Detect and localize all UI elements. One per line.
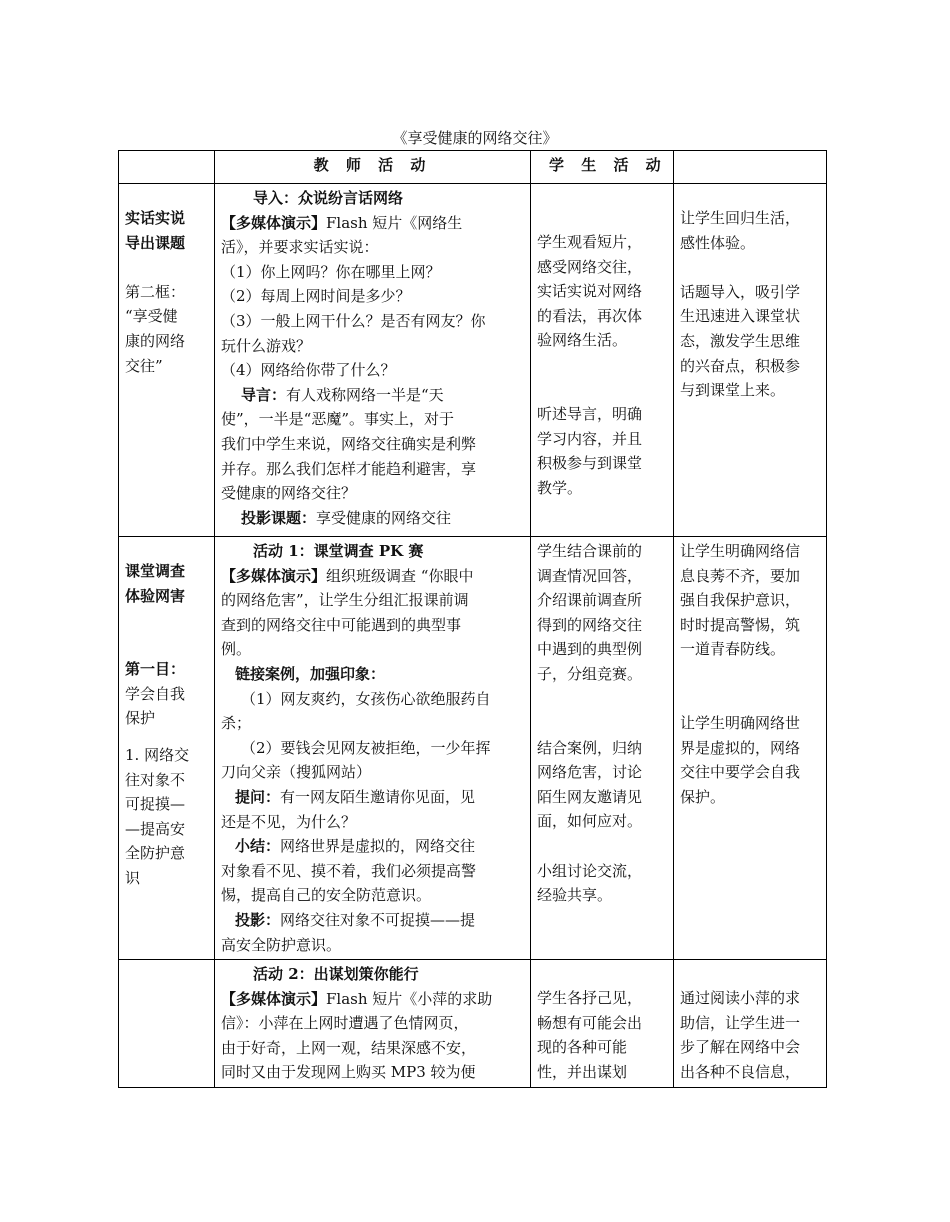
question-4: （4）网络给你带了什么？ <box>221 361 396 380</box>
student-text: 介绍课前调查所 <box>537 591 643 610</box>
question-2: （2）每周上网时间是多少？ <box>221 287 411 306</box>
intent-text: 时时提高警惕，筑 <box>680 615 801 634</box>
student-text: 陌生网友邀请见 <box>537 787 643 806</box>
student-text: 畅想有可能会出 <box>537 1013 643 1032</box>
section-2-sub-line-1: 第一目： <box>125 660 186 679</box>
section-2-teacher-cell <box>215 537 531 960</box>
media-demo-text-4: 例。 <box>221 640 252 659</box>
section-1-intent-cell <box>674 184 827 537</box>
guide-text-2: 使”，一半是“恶魔”。事实上，对于 <box>221 410 455 429</box>
media-demo-text: 组织班级调查 “你眼中 <box>326 566 474 585</box>
guide-text-5: 受健康的网络交往？ <box>221 484 357 503</box>
intent-text: 让学生明确网络信 <box>680 542 801 560</box>
intent-text: 出各种不良信息， <box>680 1062 801 1081</box>
case-1b: 杀； <box>221 714 252 733</box>
media-demo-text: Flash 短片《网络生 <box>326 213 463 232</box>
media-demo-text-3: 由于好奇，上网一观，结果深感不安， <box>221 1038 477 1057</box>
media-demo-text-3: 查到的网络交往中可能遇到的典型事 <box>221 615 462 634</box>
media-demo-text: Flash 短片《小萍的求助 <box>326 989 493 1008</box>
student-text: 子，分组竞赛。 <box>537 664 643 683</box>
intent-text: 强自我保护意识， <box>680 591 801 610</box>
section-2-sub-line-6: 可捉摸— <box>125 795 186 814</box>
section-2-sub-line-5: 往对象不 <box>125 770 186 789</box>
summary-text-1: 网络世界是虚拟的，网络交往 <box>280 837 476 856</box>
student-text: 结合案例，归纳 <box>537 738 643 757</box>
media-demo-label: 【多媒体演示】 <box>221 566 327 585</box>
section-2-intent-cell <box>674 537 827 960</box>
section-1-sub-line-2: “享受健 <box>125 307 178 326</box>
student-text: 感受网络交往， <box>537 257 643 276</box>
student-text: 网络危害，讨论 <box>537 763 643 782</box>
section-1-title-line-1: 实话实说 <box>125 209 186 227</box>
section-2-sub-line-8: 全防护意 <box>125 844 186 863</box>
case-2a: （2）要钱会见网友被拒绝，一少年挥 <box>241 738 491 757</box>
table-row-section-3 <box>119 960 827 1088</box>
table-header-row <box>119 151 827 184</box>
student-text: 现的各种可能 <box>537 1038 628 1057</box>
document-title: 《享受健康的网络交往》 <box>392 129 558 147</box>
section-2-sub-line-7: —提高安 <box>125 819 186 838</box>
intent-text: 话题导入，吸引学 <box>680 282 801 301</box>
table-row-section-2 <box>119 537 827 960</box>
section-2-student-cell <box>531 537 674 960</box>
question-1: （1）你上网吗？你在哪里上网？ <box>221 262 441 281</box>
section-3-stage-cell <box>119 960 215 1088</box>
section-1-student-cell <box>531 184 674 537</box>
projection-text-2: 高安全防护意识。 <box>221 935 342 954</box>
student-text: 教学。 <box>537 478 583 497</box>
student-text: 经验共享。 <box>537 886 613 905</box>
media-demo-text-2: 的网络危害”，让学生分组汇报课前调 <box>221 591 469 610</box>
summary-label: 小结： <box>235 837 281 856</box>
section-2-heading: 活动 1：课堂调查 PK 赛 <box>253 542 424 560</box>
guide-text-1: 有人戏称网络一半是“天 <box>286 385 444 404</box>
intent-text: 息良莠不齐，要加 <box>680 566 801 585</box>
case-heading: 链接案例，加强印象： <box>235 664 386 683</box>
media-demo-label: 【多媒体演示】 <box>221 989 327 1008</box>
intent-text: 交往中要学会自我 <box>680 763 801 782</box>
intent-text: 界是虚拟的，网络 <box>680 738 801 757</box>
student-text: 学生结合课前的 <box>537 542 643 560</box>
section-1-sub-line-3: 康的网络 <box>125 331 186 350</box>
section-1-heading: 导入：众说纷言话网络 <box>253 189 404 207</box>
intent-text: 通过阅读小萍的求 <box>680 989 801 1008</box>
section-1-teacher-cell <box>215 184 531 537</box>
student-text: 积极参与到课堂 <box>537 454 643 473</box>
student-text: 实话实说对网络 <box>537 282 643 301</box>
student-text: 的看法，再次体 <box>537 306 643 325</box>
student-text: 调查情况回答， <box>537 566 643 585</box>
guide-text-4: 并存。那么我们怎样才能趋利避害，享 <box>221 459 477 478</box>
guide-text-3: 我们中学生来说，网络交往确实是利弊 <box>221 434 477 453</box>
intent-text: 生迅速进入课堂状 <box>680 307 801 326</box>
media-demo-label: 【多媒体演示】 <box>221 213 327 232</box>
intent-text: 一道青春防线。 <box>680 640 786 659</box>
section-2-sub-line-4: 1. 网络交 <box>125 745 190 764</box>
intent-text: 态，激发学生思维 <box>680 331 801 350</box>
section-1-stage-cell <box>119 184 215 537</box>
student-text: 学习内容，并且 <box>537 429 643 448</box>
intent-text: 的兴奋点，积极参 <box>680 356 801 375</box>
student-text: 听述导言，明确 <box>537 404 643 423</box>
table-row-section-1 <box>119 184 827 537</box>
section-1-sub-line-1: 第二框： <box>125 282 186 301</box>
student-text: 学生观看短片， <box>537 233 643 251</box>
summary-text-3: 惕，提高自己的安全防范意识。 <box>221 886 432 905</box>
section-2-title-line-2: 体验网害 <box>125 586 186 605</box>
student-text: 性，并出谋划 <box>537 1062 628 1081</box>
student-text: 学生各抒己见， <box>537 989 643 1008</box>
section-3-intent-cell <box>674 960 827 1088</box>
section-2-sub-line-9: 识 <box>125 868 141 887</box>
projection-label: 投影课题： <box>241 508 317 527</box>
student-text: 面，如何应对。 <box>537 812 643 831</box>
section-2-title-line-1: 课堂调查 <box>125 562 186 580</box>
student-text: 小组讨论交流， <box>537 861 643 880</box>
media-demo-text-2: 活》，并要求实话实说： <box>221 238 379 257</box>
section-2-stage-cell <box>119 537 215 960</box>
intent-text: 感性体验。 <box>680 233 756 252</box>
section-2-sub-line-3: 保护 <box>125 709 156 728</box>
header-cell-blank-right <box>674 151 827 184</box>
ask-text-1: 有一网友陌生邀请你见面，见 <box>280 787 476 806</box>
intent-text: 让学生回归生活， <box>680 209 801 227</box>
projection-label: 投影： <box>235 910 281 929</box>
ask-text-2: 还是不见，为什么？ <box>221 812 357 831</box>
intent-text: 保护。 <box>680 787 726 806</box>
header-teacher-activity: 教 师 活 动 <box>215 151 531 184</box>
projection-text-1: 网络交往对象不可捉摸——提 <box>280 910 476 929</box>
projection-text: 享受健康的网络交往 <box>316 508 452 527</box>
question-3a: （3）一般上网干什么？是否有网友？你 <box>221 311 486 330</box>
guide-label: 导言： <box>241 385 287 404</box>
intent-text: 让学生明确网络世 <box>680 713 801 732</box>
section-2-sub-line-2: 学会自我 <box>125 684 186 703</box>
header-student-activity: 学 生 活 动 <box>531 151 674 184</box>
student-text: 得到的网络交往 <box>537 615 643 634</box>
case-1a: （1）网友爽约，女孩伤心欲绝服药自 <box>241 689 491 708</box>
case-2b: 刀向父亲（搜狐网站） <box>221 763 372 782</box>
section-1-sub-line-4: 交往” <box>125 356 163 375</box>
intent-text: 步了解在网络中会 <box>680 1038 801 1057</box>
intent-text: 助信，让学生进一 <box>680 1013 801 1032</box>
section-3-teacher-cell <box>215 960 531 1088</box>
section-3-heading: 活动 2：出谋划策你能行 <box>253 965 419 984</box>
ask-label: 提问： <box>235 787 281 806</box>
student-text: 中遇到的典型例 <box>537 640 643 659</box>
section-1-title-line-2: 导出课题 <box>125 233 186 252</box>
media-demo-text-2: 信》：小萍在上网时遭遇了色情网页， <box>221 1014 469 1033</box>
lesson-plan-table <box>118 150 827 1088</box>
question-3b: 玩什么游戏？ <box>221 336 312 355</box>
section-3-student-cell <box>531 960 674 1088</box>
media-demo-text-4: 同时又由于发现网上购买 MP3 较为便 <box>221 1063 476 1082</box>
intent-text: 与到课堂上来。 <box>680 381 786 400</box>
summary-text-2: 对象看不见、摸不着，我们必须提高警 <box>221 861 477 880</box>
header-cell-blank <box>119 151 215 184</box>
student-text: 验网络生活。 <box>537 331 628 350</box>
